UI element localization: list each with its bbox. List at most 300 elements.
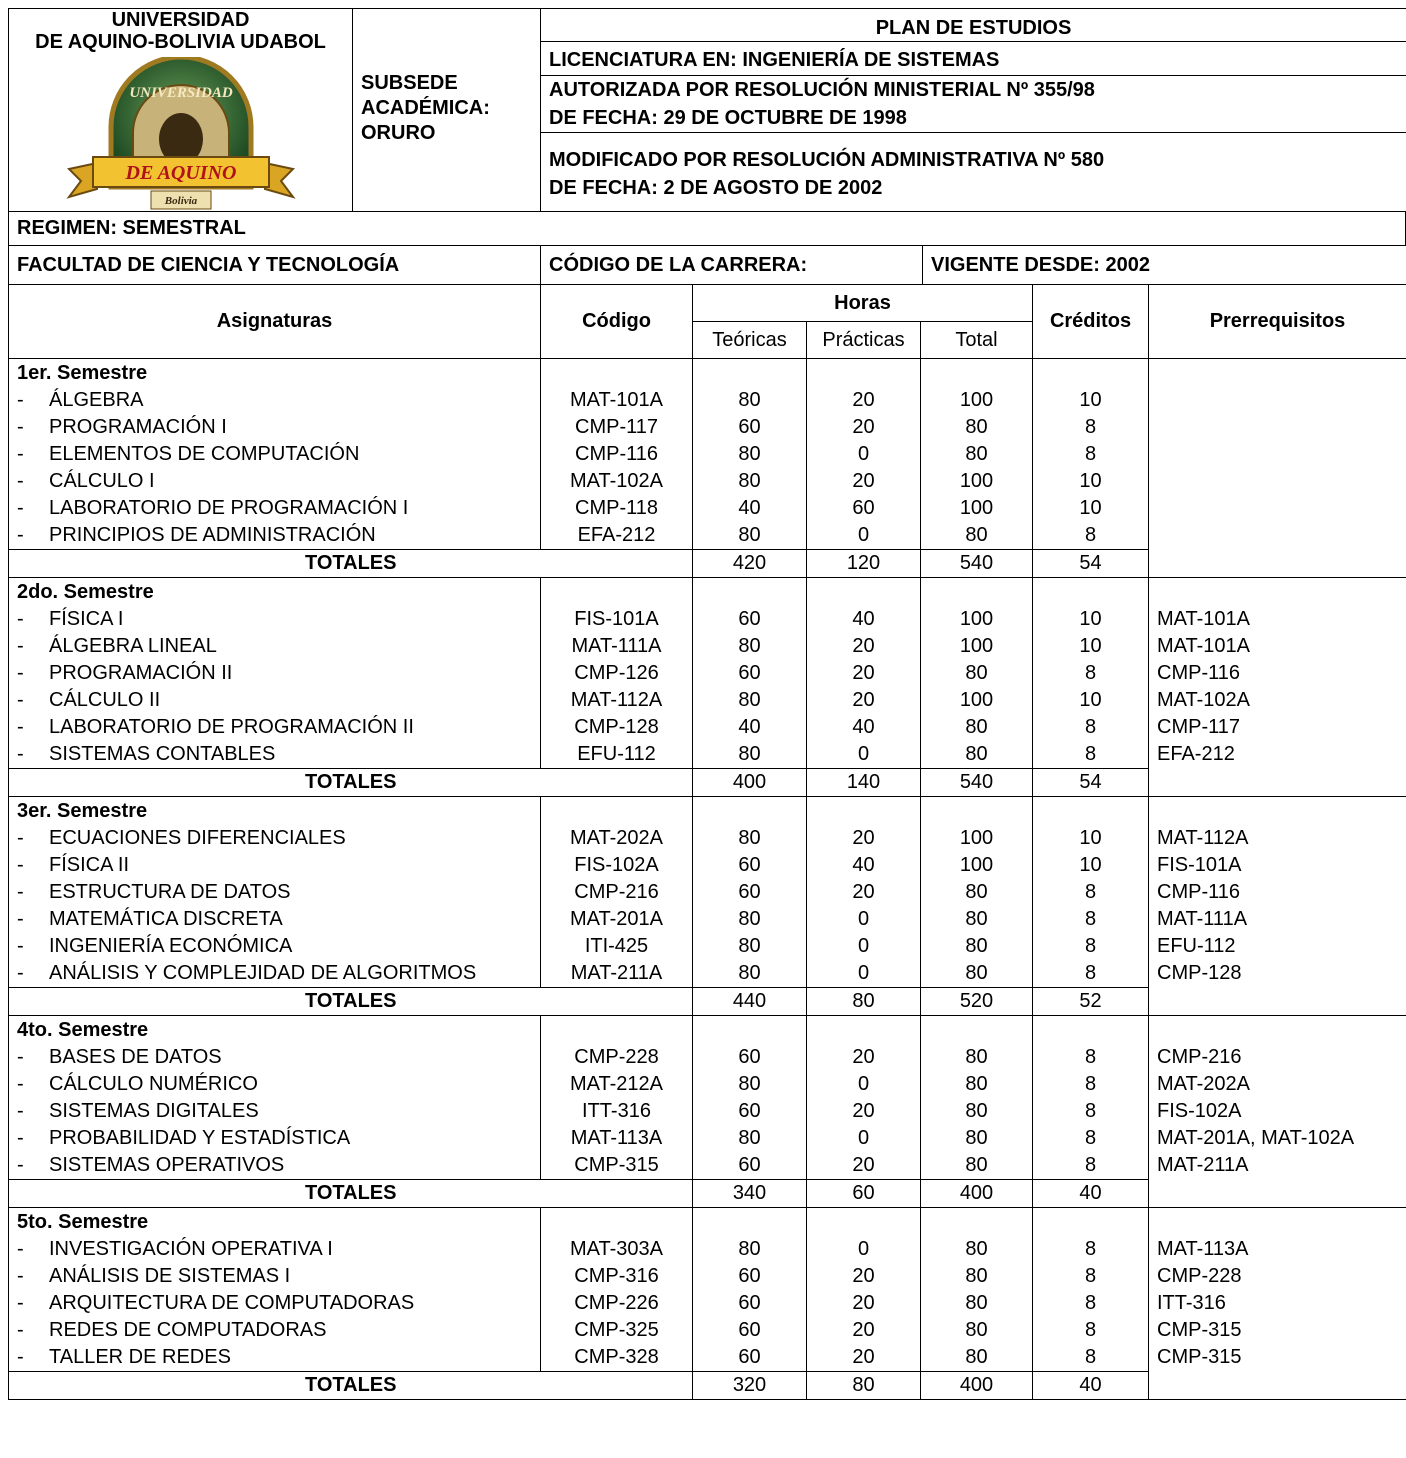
semester-block [9, 359, 1406, 550]
authorization-line2: DE FECHA: 29 DE OCTUBRE DE 1998 [549, 107, 907, 129]
hours-total: 100 [959, 497, 994, 519]
hours-practice: 0 [857, 524, 870, 546]
bullet-dash: - [17, 1238, 24, 1260]
totals-theory: 320 [693, 1372, 807, 1400]
bullet-dash: - [17, 743, 24, 765]
credits-cell [1033, 1208, 1149, 1372]
bullet-dash: - [17, 524, 24, 546]
credits: 8 [1084, 908, 1097, 930]
hours-practice-cell [807, 359, 921, 550]
subject-name: MATEMÁTICA DISCRETA [49, 908, 283, 930]
subject-name: CÁLCULO I [49, 470, 155, 492]
credits: 10 [1079, 497, 1102, 519]
prerequisite: MAT-202A [1157, 1073, 1250, 1095]
semester-subjects-cell [9, 797, 541, 988]
totals-theory: 420 [693, 550, 807, 578]
credits: 10 [1079, 854, 1102, 876]
prerequisite [1157, 468, 1406, 495]
subject-row [17, 660, 540, 687]
subject-code: MAT-102A [570, 470, 663, 492]
totals-label: TOTALES [9, 550, 693, 578]
prerequisite: MAT-112A [1157, 827, 1249, 849]
bullet-dash: - [17, 1073, 24, 1095]
hours-total-cell [921, 797, 1033, 988]
hours-theory: 80 [738, 635, 761, 657]
credits: 8 [1084, 716, 1097, 738]
subject-row [17, 606, 540, 633]
hours-total-cell [921, 1208, 1033, 1372]
university-name-line2: DE AQUINO-BOLIVIA UDABOL [35, 31, 326, 53]
hours-theory: 80 [738, 1238, 761, 1260]
col-horas: Horas [693, 285, 1033, 322]
subject-row [17, 1152, 540, 1179]
semester-subjects-cell [9, 359, 541, 550]
totals-theory: 400 [693, 769, 807, 797]
prerequisite: CMP-116 [1157, 662, 1240, 684]
valid-since: VIGENTE DESDE: 2002 [923, 246, 1406, 285]
credits-cell [1033, 578, 1149, 769]
hours-practice: 20 [852, 1100, 875, 1122]
hours-practice: 0 [857, 1073, 870, 1095]
credits: 8 [1084, 1265, 1097, 1287]
logo-sub-text: Bolivia [164, 195, 197, 207]
subject-row [17, 1125, 540, 1152]
bullet-dash: - [17, 1046, 24, 1068]
hours-practice: 20 [852, 1292, 875, 1314]
subject-row [17, 1044, 540, 1071]
hours-theory: 80 [738, 962, 761, 984]
subject-row [17, 906, 540, 933]
totals-credits: 40 [1033, 1180, 1149, 1208]
hours-theory: 80 [738, 470, 761, 492]
prerequisite: MAT-101A [1157, 608, 1250, 630]
subject-code-cell [541, 1016, 693, 1180]
prerequisite: CMP-216 [1157, 1046, 1242, 1068]
bullet-dash: - [17, 962, 24, 984]
subject-name: SISTEMAS DIGITALES [49, 1100, 259, 1122]
subject-code: CMP-117 [575, 416, 658, 438]
semesters-body [9, 359, 1406, 1400]
bullet-dash: - [17, 1292, 24, 1314]
subject-row [17, 1263, 540, 1290]
hours-total: 100 [959, 854, 994, 876]
prerequisite: EFU-112 [1157, 935, 1236, 957]
hours-theory: 60 [738, 881, 761, 903]
subject-code-cell [541, 578, 693, 769]
totals-practice: 60 [807, 1180, 921, 1208]
subject-name: FÍSICA II [49, 854, 130, 876]
hours-theory: 80 [738, 524, 761, 546]
totals-total: 400 [921, 1372, 1033, 1400]
hours-total: 80 [965, 1154, 988, 1176]
subject-code: CMP-128 [574, 716, 659, 738]
subject-name: ESTRUCTURA DE DATOS [49, 881, 291, 903]
hours-practice: 60 [852, 497, 875, 519]
totals-total: 540 [921, 769, 1033, 797]
hours-total: 80 [965, 1292, 988, 1314]
hours-total: 80 [965, 1238, 988, 1260]
semester-block [9, 578, 1406, 769]
header-table [8, 8, 1406, 212]
hours-theory: 60 [738, 608, 761, 630]
hours-practice: 20 [852, 416, 875, 438]
subject-name: PROGRAMACIÓN II [49, 662, 233, 684]
prerequisite [1157, 495, 1406, 522]
modification-line1: MODIFICADO POR RESOLUCIÓN ADMINISTRATIVA Nº 580 [549, 149, 1105, 171]
hours-total: 80 [965, 743, 988, 765]
hours-practice: 20 [852, 470, 875, 492]
bullet-dash: - [17, 1346, 24, 1368]
credits: 8 [1084, 416, 1097, 438]
hours-total: 100 [959, 689, 994, 711]
hours-theory-cell [693, 797, 807, 988]
hours-practice: 20 [852, 689, 875, 711]
subject-name: INVESTIGACIÓN OPERATIVA I [49, 1238, 333, 1260]
subsede-line1: SUBSEDE [361, 72, 458, 94]
credits: 8 [1084, 881, 1097, 903]
hours-total: 80 [965, 443, 988, 465]
hours-total: 100 [959, 608, 994, 630]
col-codigo: Código [541, 285, 693, 359]
hours-theory: 80 [738, 908, 761, 930]
study-plan-document [8, 8, 1406, 1400]
bullet-dash: - [17, 1154, 24, 1176]
credits: 8 [1084, 1100, 1097, 1122]
subject-code-cell [541, 359, 693, 550]
subject-name: FÍSICA I [49, 608, 124, 630]
credits: 10 [1079, 389, 1102, 411]
totals-practice: 120 [807, 550, 921, 578]
subject-row [17, 1344, 540, 1371]
credits: 10 [1079, 689, 1102, 711]
hours-theory: 40 [738, 497, 761, 519]
hours-total: 80 [965, 1073, 988, 1095]
subject-code: FIS-102A [574, 854, 659, 876]
subject-code: CMP-116 [575, 443, 658, 465]
hours-practice: 0 [857, 443, 870, 465]
subject-row [17, 522, 540, 549]
subject-name: SISTEMAS OPERATIVOS [49, 1154, 285, 1176]
bullet-dash: - [17, 1265, 24, 1287]
subject-code-cell [541, 1208, 693, 1372]
hours-total-cell [921, 578, 1033, 769]
bullet-dash: - [17, 1127, 24, 1149]
totals-total: 540 [921, 550, 1033, 578]
credits: 10 [1079, 827, 1102, 849]
subject-row [17, 960, 540, 987]
bullet-dash: - [17, 854, 24, 876]
hours-theory: 80 [738, 1073, 761, 1095]
bullet-dash: - [17, 908, 24, 930]
subsede-cell [353, 9, 541, 212]
hours-practice-cell [807, 797, 921, 988]
bullet-dash: - [17, 935, 24, 957]
subject-row [17, 1317, 540, 1344]
totals-theory: 340 [693, 1180, 807, 1208]
subject-name: CÁLCULO NUMÉRICO [49, 1073, 258, 1095]
hours-total: 100 [959, 470, 994, 492]
semester-block [9, 1208, 1406, 1372]
subject-code: MAT-211A [570, 962, 663, 984]
subject-code: MAT-101A [570, 389, 663, 411]
credits: 8 [1084, 1046, 1097, 1068]
prerequisite: CMP-315 [1157, 1346, 1242, 1368]
prerequisite [1157, 441, 1406, 468]
semester-block [9, 1016, 1406, 1180]
subject-code: CMP-325 [574, 1319, 659, 1341]
subject-code: CMP-226 [574, 1292, 659, 1314]
totals-practice: 80 [807, 988, 921, 1016]
hours-theory: 80 [738, 689, 761, 711]
subject-row [17, 879, 540, 906]
hours-practice: 0 [857, 935, 870, 957]
bullet-dash: - [17, 416, 24, 438]
prerequisite: MAT-113A [1157, 1238, 1249, 1260]
career-code: CÓDIGO DE LA CARRERA: [541, 246, 923, 285]
hours-practice: 20 [852, 827, 875, 849]
prerequisites-cell [1149, 578, 1406, 797]
logo-top-text: UNIVERSIDAD [128, 85, 233, 101]
subject-code: CMP-328 [574, 1346, 659, 1368]
hours-theory-cell [693, 578, 807, 769]
subsede-line3: ORURO [361, 122, 436, 144]
subject-row [17, 714, 540, 741]
subject-name: LABORATORIO DE PROGRAMACIÓN I [49, 497, 409, 519]
hours-practice-cell [807, 578, 921, 769]
bullet-dash: - [17, 470, 24, 492]
bullet-dash: - [17, 389, 24, 411]
hours-practice: 0 [857, 962, 870, 984]
subject-row [17, 1098, 540, 1125]
bullet-dash: - [17, 1100, 24, 1122]
credits: 8 [1084, 1127, 1097, 1149]
col-total: Total [921, 322, 1033, 359]
credits-cell [1033, 359, 1149, 550]
subject-name: SISTEMAS CONTABLES [49, 743, 276, 765]
hours-practice: 20 [852, 1346, 875, 1368]
hours-practice: 40 [852, 854, 875, 876]
semester-subjects-cell [9, 1016, 541, 1180]
prerequisite: MAT-211A [1157, 1154, 1249, 1176]
column-headers [9, 285, 1406, 359]
regimen: REGIMEN: SEMESTRAL [9, 212, 1406, 246]
hours-total: 80 [965, 416, 988, 438]
credits: 8 [1084, 1292, 1097, 1314]
prerequisites-cell [1149, 359, 1406, 578]
totals-credits: 52 [1033, 988, 1149, 1016]
subject-row [17, 633, 540, 660]
subject-name: REDES DE COMPUTADORAS [49, 1319, 327, 1341]
bullet-dash: - [17, 881, 24, 903]
subject-row [17, 414, 540, 441]
faculty: FACULTAD DE CIENCIA Y TECNOLOGÍA [9, 246, 541, 285]
subject-row [17, 1236, 540, 1263]
semester-title: 4to. Semestre [17, 1019, 149, 1041]
subject-name: ANÁLISIS Y COMPLEJIDAD DE ALGORITMOS [49, 962, 477, 984]
subject-code: MAT-113A [570, 1127, 663, 1149]
hours-theory: 80 [738, 1127, 761, 1149]
faculty-table [8, 246, 1406, 285]
credits: 8 [1084, 662, 1097, 684]
hours-total: 100 [959, 389, 994, 411]
hours-theory: 60 [738, 854, 761, 876]
credits: 8 [1084, 1154, 1097, 1176]
hours-practice: 20 [852, 1319, 875, 1341]
hours-total: 80 [965, 662, 988, 684]
hours-theory: 60 [738, 1346, 761, 1368]
hours-practice: 40 [852, 716, 875, 738]
semester-title: 1er. Semestre [17, 362, 148, 384]
prerequisite [1157, 387, 1406, 414]
subject-code: MAT-202A [570, 827, 663, 849]
subject-name: PROBABILIDAD Y ESTADÍSTICA [49, 1127, 351, 1149]
bullet-dash: - [17, 689, 24, 711]
subject-name: INGENIERÍA ECONÓMICA [49, 935, 293, 957]
totals-credits: 40 [1033, 1372, 1149, 1400]
prerequisite: CMP-228 [1157, 1265, 1242, 1287]
semester-block [9, 797, 1406, 988]
subject-code: CMP-316 [574, 1265, 659, 1287]
subject-row [17, 387, 540, 414]
subject-name: ÁLGEBRA [49, 389, 144, 411]
hours-theory: 60 [738, 662, 761, 684]
hours-total: 100 [959, 635, 994, 657]
totals-practice: 140 [807, 769, 921, 797]
col-asignaturas: Asignaturas [9, 285, 541, 359]
totals-label: TOTALES [9, 1180, 693, 1208]
prerequisite: CMP-117 [1157, 716, 1240, 738]
hours-total: 100 [959, 827, 994, 849]
hours-practice: 20 [852, 635, 875, 657]
subject-code: MAT-212A [570, 1073, 663, 1095]
hours-total-cell [921, 1016, 1033, 1180]
subject-name: ARQUITECTURA DE COMPUTADORAS [49, 1292, 415, 1314]
credits: 8 [1084, 524, 1097, 546]
bullet-dash: - [17, 608, 24, 630]
subject-code: MAT-112A [570, 689, 663, 711]
prerequisite: FIS-101A [1157, 854, 1242, 876]
semester-subjects-cell [9, 1208, 541, 1372]
hours-practice: 20 [852, 881, 875, 903]
modification-line2: DE FECHA: 2 DE AGOSTO DE 2002 [549, 177, 883, 199]
hours-total: 80 [965, 881, 988, 903]
hours-practice: 0 [857, 908, 870, 930]
col-teoricas: Teóricas [693, 322, 807, 359]
hours-total: 80 [965, 908, 988, 930]
subject-code: ITI-425 [584, 935, 649, 957]
subject-row [17, 741, 540, 768]
prerequisite: ITT-316 [1157, 1292, 1226, 1314]
subject-name: LABORATORIO DE PROGRAMACIÓN II [49, 716, 414, 738]
subject-name: ÁLGEBRA LINEAL [49, 635, 217, 657]
logo-banner-text: DE AQUINO [125, 162, 236, 184]
col-creditos: Créditos [1033, 285, 1149, 359]
credits: 8 [1084, 1319, 1097, 1341]
hours-total: 80 [965, 962, 988, 984]
bullet-dash: - [17, 497, 24, 519]
semester-title: 2do. Semestre [17, 581, 154, 603]
subject-code: EFA-212 [577, 524, 656, 546]
licenciatura: LICENCIATURA EN: INGENIERÍA DE SISTEMAS [541, 42, 1406, 76]
hours-practice: 0 [857, 1127, 870, 1149]
credits: 8 [1084, 443, 1097, 465]
prerequisite: MAT-101A [1157, 635, 1250, 657]
hours-theory: 60 [738, 1154, 761, 1176]
university-logo [61, 57, 301, 211]
hours-practice: 20 [852, 1154, 875, 1176]
subject-name: ELEMENTOS DE COMPUTACIÓN [49, 443, 360, 465]
credits: 8 [1084, 935, 1097, 957]
totals-label: TOTALES [9, 1372, 693, 1400]
subject-code: CMP-126 [574, 662, 659, 684]
totals-total: 520 [921, 988, 1033, 1016]
hours-theory: 60 [738, 1100, 761, 1122]
subject-name: PROGRAMACIÓN I [49, 416, 227, 438]
hours-theory: 60 [738, 1265, 761, 1287]
credits: 10 [1079, 608, 1102, 630]
hours-total: 80 [965, 1046, 988, 1068]
hours-theory: 80 [738, 743, 761, 765]
bullet-dash: - [17, 1319, 24, 1341]
col-practicas: Prácticas [807, 322, 921, 359]
credits: 8 [1084, 1346, 1097, 1368]
hours-theory: 80 [738, 935, 761, 957]
hours-theory: 60 [738, 416, 761, 438]
credits-cell [1033, 1016, 1149, 1180]
credits: 8 [1084, 1073, 1097, 1095]
subject-name: CÁLCULO II [49, 689, 161, 711]
subject-row [17, 852, 540, 879]
hours-theory: 40 [738, 716, 761, 738]
hours-practice: 20 [852, 662, 875, 684]
prerequisite [1157, 522, 1406, 549]
authorization-line1: AUTORIZADA POR RESOLUCIÓN MINISTERIAL Nº 355/98 [549, 79, 1095, 101]
credits: 10 [1079, 470, 1102, 492]
hours-practice: 20 [852, 389, 875, 411]
subject-row [17, 1290, 540, 1317]
prerequisite: MAT-201A, MAT-102A [1157, 1127, 1355, 1149]
university-cell [9, 9, 353, 212]
subject-code: CMP-315 [574, 1154, 659, 1176]
hours-total: 80 [965, 1100, 988, 1122]
subject-code: ITT-316 [582, 1100, 651, 1122]
hours-practice: 40 [852, 608, 875, 630]
hours-theory: 60 [738, 1319, 761, 1341]
subject-row [17, 495, 540, 522]
university-name-line1: UNIVERSIDAD [111, 9, 250, 31]
hours-total: 80 [965, 716, 988, 738]
subsede-line2: ACADÉMICA: [361, 97, 490, 119]
prerequisites-cell [1149, 1016, 1406, 1208]
bullet-dash: - [17, 662, 24, 684]
hours-total: 80 [965, 935, 988, 957]
prerequisite: FIS-102A [1157, 1100, 1242, 1122]
subject-name: BASES DE DATOS [49, 1046, 222, 1068]
prerequisite: MAT-111A [1157, 908, 1248, 930]
prerequisites-cell [1149, 1208, 1406, 1400]
modification-block [541, 133, 1406, 202]
subject-code: EFU-112 [577, 743, 656, 765]
credits: 8 [1084, 962, 1097, 984]
authorization-block [541, 76, 1406, 133]
hours-total-cell [921, 359, 1033, 550]
prerequisite [1157, 414, 1406, 441]
hours-theory: 80 [738, 443, 761, 465]
hours-theory: 60 [738, 1046, 761, 1068]
totals-credits: 54 [1033, 550, 1149, 578]
col-prerrequisitos: Prerrequisitos [1149, 285, 1406, 359]
subject-name: ECUACIONES DIFERENCIALES [49, 827, 346, 849]
